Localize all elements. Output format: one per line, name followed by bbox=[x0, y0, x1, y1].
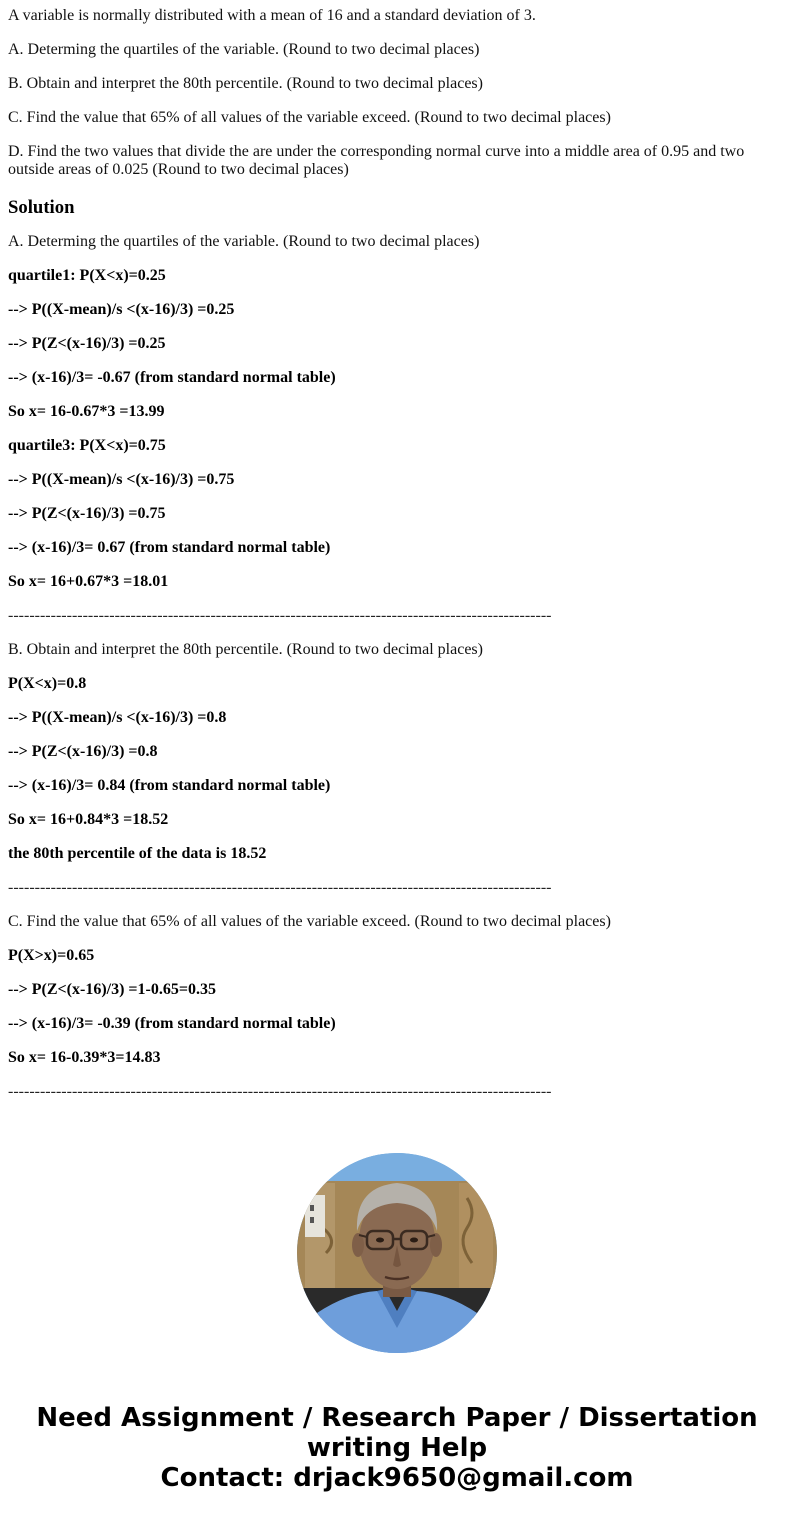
footer-line-2: writing Help bbox=[306, 1433, 488, 1463]
author-avatar bbox=[297, 1153, 497, 1353]
part-a-line: quartile1: P(X<x)=0.25 bbox=[8, 267, 166, 284]
part-a-line: --> P((X-mean)/s <(x-16)/3) =0.25 bbox=[8, 301, 235, 318]
part-c-title: C. Find the value that 65% of all values of the variable exceed. (Round to two decimal places) bbox=[8, 913, 611, 930]
solution-heading: Solution bbox=[8, 197, 75, 218]
divider: ------------------------------------------------------------------------------------------------------ bbox=[8, 607, 552, 624]
part-b-line: the 80th percentile of the data is 18.52 bbox=[8, 845, 267, 862]
part-a-line: So x= 16+0.67*3 =18.01 bbox=[8, 573, 169, 590]
question-part-d: D. Find the two values that divide the are under the corresponding normal curve into a middle area of 0.95 and two outside areas of 0.025 (Round to two decimal places) bbox=[8, 143, 745, 178]
question-block bbox=[8, 0, 786, 179]
contact-footer bbox=[0, 1403, 794, 1493]
part-a-line: So x= 16-0.67*3 =13.99 bbox=[8, 403, 165, 420]
question-intro: A variable is normally distributed with a mean of 16 and a standard deviation of 3. bbox=[8, 7, 536, 24]
part-b-line: --> P((X-mean)/s <(x-16)/3) =0.8 bbox=[8, 709, 227, 726]
part-b-line: --> (x-16)/3= 0.84 (from standard normal table) bbox=[8, 777, 331, 794]
part-a-line: --> (x-16)/3= -0.67 (from standard normal table) bbox=[8, 369, 336, 386]
part-b-line: P(X<x)=0.8 bbox=[8, 675, 87, 692]
part-b-line: --> P(Z<(x-16)/3) =0.8 bbox=[8, 743, 158, 760]
part-a-line: --> P(Z<(x-16)/3) =0.25 bbox=[8, 335, 166, 352]
part-a-line: quartile3: P(X<x)=0.75 bbox=[8, 437, 166, 454]
part-b-title: B. Obtain and interpret the 80th percentile. (Round to two decimal places) bbox=[8, 641, 483, 658]
divider: ------------------------------------------------------------------------------------------------------ bbox=[8, 1083, 552, 1100]
person-photo-icon bbox=[297, 1153, 497, 1353]
question-part-a: A. Determing the quartiles of the variable. (Round to two decimal places) bbox=[8, 41, 480, 58]
solution-body bbox=[8, 233, 786, 1101]
part-a-title: A. Determing the quartiles of the variable. (Round to two decimal places) bbox=[8, 233, 480, 250]
divider: ------------------------------------------------------------------------------------------------------ bbox=[8, 879, 552, 896]
part-a-line: --> P((X-mean)/s <(x-16)/3) =0.75 bbox=[8, 471, 235, 488]
footer-contact-email: Contact: drjack9650@gmail.com bbox=[160, 1463, 634, 1493]
question-part-c: C. Find the value that 65% of all values of the variable exceed. (Round to two decimal places) bbox=[8, 109, 611, 126]
part-b-line: So x= 16+0.84*3 =18.52 bbox=[8, 811, 169, 828]
part-a-line: --> (x-16)/3= 0.67 (from standard normal table) bbox=[8, 539, 331, 556]
part-c-line: --> (x-16)/3= -0.39 (from standard normal table) bbox=[8, 1015, 336, 1032]
part-c-line: So x= 16-0.39*3=14.83 bbox=[8, 1049, 161, 1066]
question-part-b: B. Obtain and interpret the 80th percentile. (Round to two decimal places) bbox=[8, 75, 483, 92]
part-c-line: P(X>x)=0.65 bbox=[8, 947, 95, 964]
part-c-line: --> P(Z<(x-16)/3) =1-0.65=0.35 bbox=[8, 981, 216, 998]
footer-line-1: Need Assignment / Research Paper / Dissertation bbox=[36, 1403, 758, 1433]
part-a-line: --> P(Z<(x-16)/3) =0.75 bbox=[8, 505, 166, 522]
